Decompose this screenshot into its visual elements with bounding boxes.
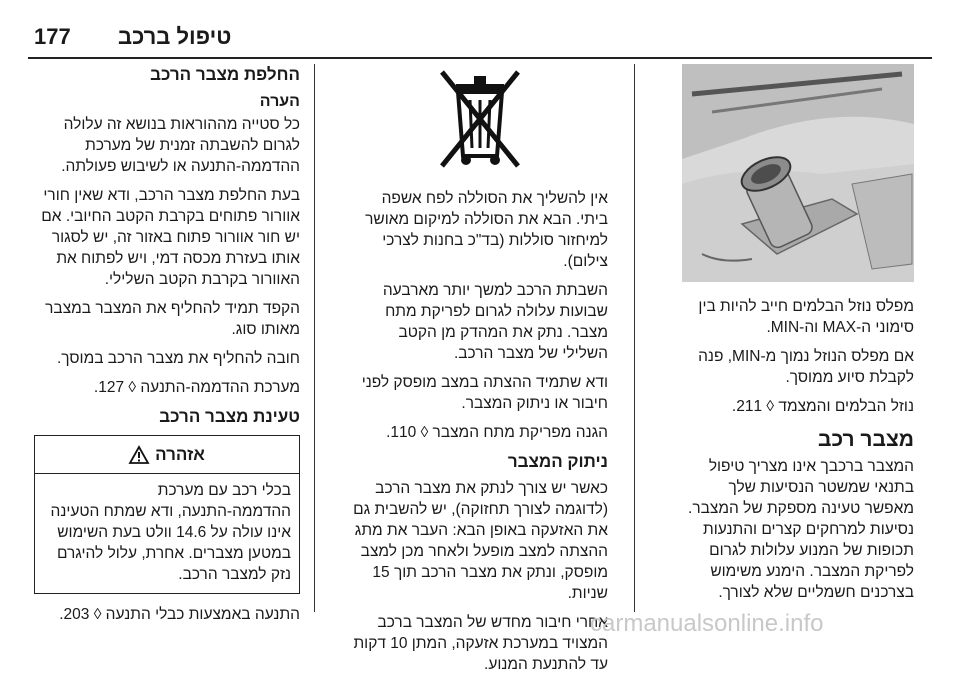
page-number: 177 (34, 24, 71, 49)
brake-fluid-level-text: מפלס נוזל הבלמים חייב להיות בין סימוני ה-MAX וה-MIN. (698, 298, 914, 336)
warning-triangle-icon (129, 446, 149, 464)
column-divider-right (634, 64, 636, 612)
jump-starting-reference: התנעה באמצעות כבלי התנעה ◊ 203. (59, 606, 300, 623)
stop-start-reference: מערכת ההדממה-התנעה ◊ 127. (93, 379, 300, 396)
crossed-out-wheelie-bin-icon (400, 64, 560, 176)
section-title: טיפול ברכב (118, 24, 232, 49)
warning-box (34, 435, 300, 594)
vehicle-battery-text: המצבר ברכבך אינו מצריך טיפול בתנאי שמשטר הנסיעות שלך מאפשר טעינה מספקת של המצבר. נסיעות למרחקים קצרים והתנעות תכופות של המנוע עלולות לגרום לפריקת המצבר. הימנע משימוש בצרכנים חשמליים שלא לצורך. (688, 458, 914, 601)
brake-fluid-reference: נוזל הבלמים והמצמד ◊ 211. (731, 398, 914, 415)
header-divider (28, 57, 932, 59)
warning-header (35, 436, 299, 474)
workshop-replacement-text: חובה להחליף את מצבר הרכב במוסך. (56, 350, 300, 367)
battery-charging-heading: טעינת מצבר הרכב (159, 407, 300, 426)
note-title: הערה (259, 93, 300, 110)
middle-column (352, 64, 608, 683)
vehicle-storage-text: השבתת הרכב למשך יותר מארבעה שבועות עלולה לגרום לפריקת מתח מצבר. נתק את המהדק מן הקטב השלילי של מצבר הרכב. (382, 282, 608, 362)
battery-disposal-text: אין להשליך את הסוללה לפח אשפה ביתי. הבא את הסוללה למיקום מאושר למיחזור סוללות (בד"כ בחנות לצרכי צילום). (365, 190, 608, 270)
vehicle-battery-heading: מצבר רכב (818, 428, 914, 451)
battery-replacement-text: בעת החלפת מצבר הרכב, ודא שאין חורי אוורור פתוחים בקרבת הקטב החיובי. אם יש חור אוורור פתוח באזור זה, יש לסגור אותו בעזרת מכסה דמי, ויש לפתוח את האוורור בקרבת הקטב השלילי. (41, 187, 300, 288)
battery-protection-reference: הגנה מפריקת מתח המצבר ◊ 110. (386, 424, 608, 441)
battery-disconnection-heading: ניתוק המצבר (507, 452, 608, 471)
brake-fluid-low-text: אם מפלס הנוזל נמוך מ-MIN, פנה לקבלת סיוע ממוסך. (698, 348, 914, 386)
watermark: carmanualsonline.info (590, 610, 824, 637)
warning-body: בכלי רכב עם מערכת ההדממה-התנעה, ודא שמתח הטעינה אינו עולה על 14.6 וולט בעת השימוש במטען מצברים. אחרת, עלול להיגרם נזק למצבר הרכב. (50, 482, 291, 583)
note-body: כל סטייה מההוראות בנושא זה עלולה לגרום להשבתה זמנית של מערכת ההדממה-התנעה או לשיבוש פעולתה. (61, 116, 300, 175)
battery-disconnection-text: כאשר יש צורך לנתק את מצבר הרכב (לדוגמה לצורך תחזוקה), יש להשבית גם את האזעקה באופן הבא: העבר את מתג ההצתה למצב מופעל ולאחר מכן למצב מופסק, ונתק את מצבר הרכב תוך 15 שניות. (353, 480, 608, 602)
right-column (682, 64, 914, 611)
warning-title: אזהרה (155, 445, 205, 464)
battery-reconnection-text: אחרי חיבור מחדש של המצבר ברכב המצויד במערכת אזעקה, המתן 10 דקות עד להתנעת המנוע. (353, 614, 608, 673)
battery-replacement-heading: החלפת מצבר הרכב (150, 65, 300, 84)
left-column (34, 64, 300, 633)
column-divider-left (314, 64, 316, 612)
same-type-battery-text: הקפד תמיד להחליף את המצבר במצבר מאותו סוג. (45, 300, 300, 338)
ignition-off-text: ודא שתמיד ההצתה במצב מופסק לפני חיבור או ניתוק המצבר. (361, 374, 608, 412)
engine-bay-photo (682, 64, 914, 282)
page-header (0, 0, 960, 58)
